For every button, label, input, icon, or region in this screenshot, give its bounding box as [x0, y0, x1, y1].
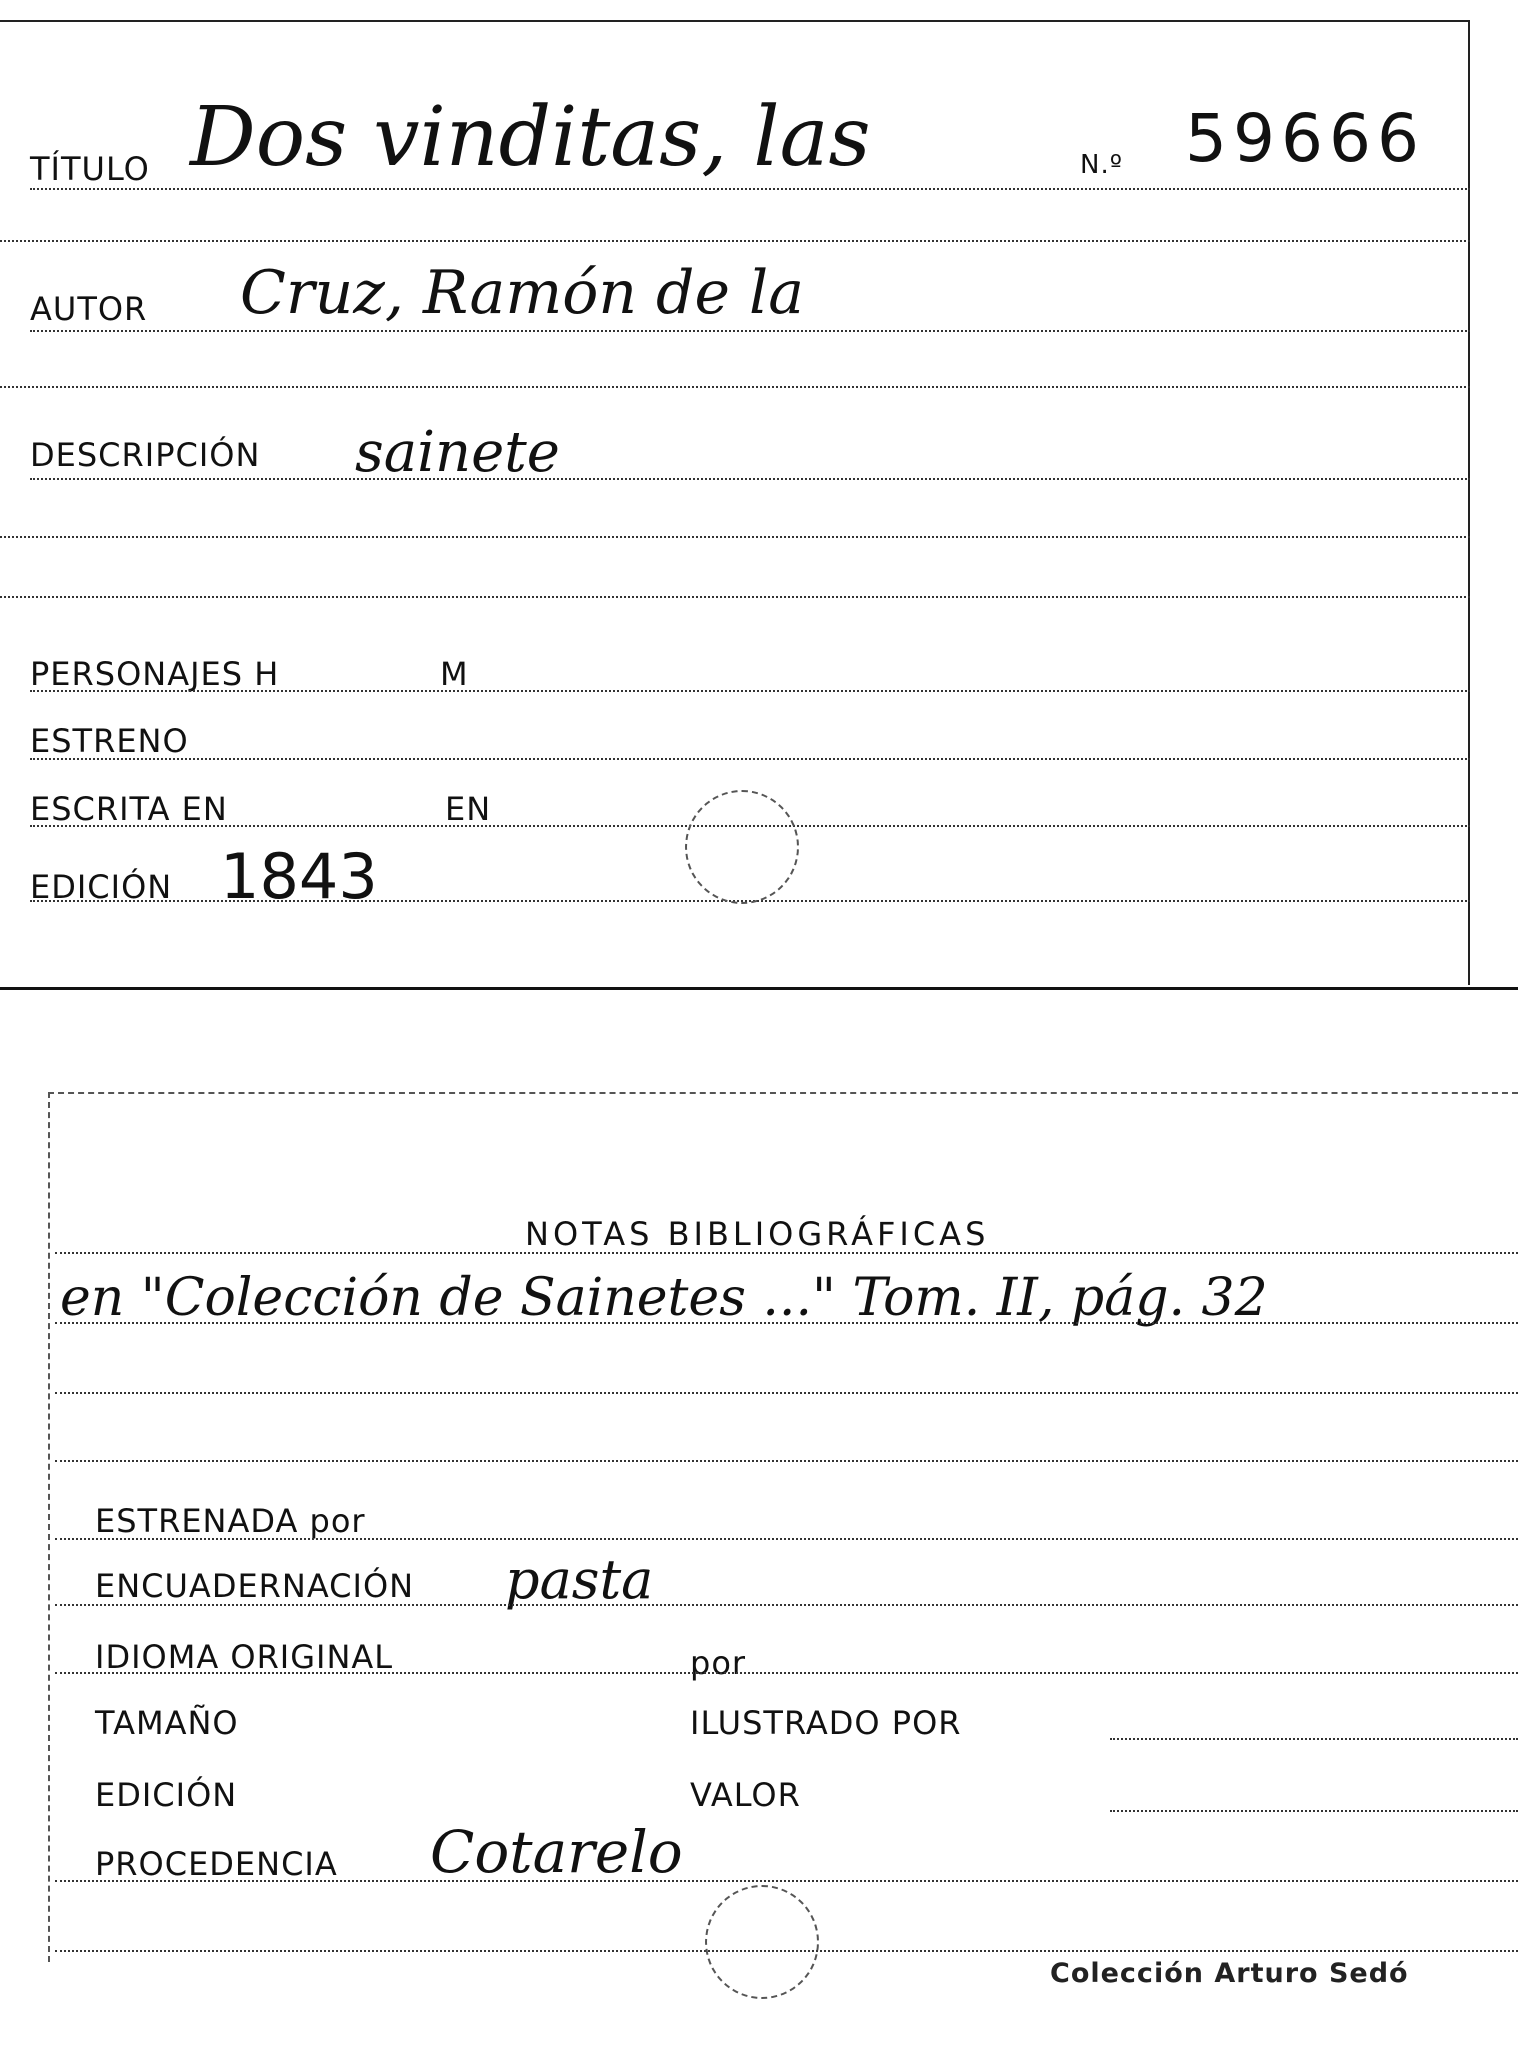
edicion-back-label: EDICIÓN	[95, 1776, 238, 1814]
notas-heading: NOTAS BIBLIOGRÁFICAS	[525, 1215, 990, 1253]
autor-label: AUTOR	[30, 290, 148, 328]
ruled-line	[0, 536, 1470, 538]
escrita-label: ESCRITA EN	[30, 790, 228, 828]
ruled-line	[55, 1460, 1518, 1462]
escrita-en-label: EN	[445, 790, 492, 828]
procedencia-label: PROCEDENCIA	[95, 1845, 338, 1883]
numero-value: 59666	[1185, 100, 1425, 177]
personajes-m-label: M	[440, 655, 469, 693]
valor-line	[1110, 1810, 1518, 1812]
notas-value: en "Colección de Sainetes ..." Tom. II, pág. 32	[60, 1268, 1268, 1328]
encuadernacion-value: pasta	[505, 1548, 654, 1611]
idioma-por-label: por	[690, 1644, 747, 1682]
estreno-label: ESTRENO	[30, 722, 189, 760]
personajes-line	[30, 690, 1470, 692]
autor-line	[30, 330, 1470, 332]
encuadernacion-line	[55, 1604, 1518, 1606]
estrenada-label: ESTRENADA por	[95, 1502, 366, 1540]
autor-value: Cruz, Ramón de la	[240, 258, 804, 328]
edicion-value: 1843	[220, 840, 378, 913]
descripcion-label: DESCRIPCIÓN	[30, 436, 261, 474]
descripcion-line	[30, 478, 1470, 480]
procedencia-line	[55, 1880, 1518, 1882]
personajes-label: PERSONAJES H	[30, 655, 280, 693]
procedencia-value: Cotarelo	[430, 1818, 683, 1886]
tamano-label: TAMAÑO	[95, 1704, 239, 1742]
idioma-label: IDIOMA ORIGINAL	[95, 1638, 394, 1676]
descripcion-value: sainete	[355, 420, 560, 485]
notas-line	[55, 1252, 1518, 1254]
collection-stamp: Colección Arturo Sedó	[1050, 1958, 1409, 1989]
ruled-line	[0, 386, 1470, 388]
titulo-label: TÍTULO	[30, 150, 150, 188]
numero-label: N.º	[1080, 150, 1123, 180]
valor-label: VALOR	[690, 1776, 801, 1814]
ruled-line	[55, 1392, 1518, 1394]
titulo-line	[30, 188, 1470, 190]
ruled-line	[0, 596, 1470, 598]
ilustrado-label: ILUSTRADO POR	[690, 1704, 962, 1742]
idioma-line	[55, 1672, 1518, 1674]
ilustrado-line	[1110, 1738, 1518, 1740]
ruled-line	[55, 1322, 1518, 1324]
estreno-line	[30, 758, 1470, 760]
ruled-line	[0, 240, 1470, 242]
punch-hole	[705, 1885, 819, 1999]
encuadernacion-label: ENCUADERNACIÓN	[95, 1567, 415, 1605]
estrenada-line	[55, 1538, 1518, 1540]
edicion-label: EDICIÓN	[30, 868, 173, 906]
card-separator-line	[0, 987, 1518, 990]
punch-hole	[685, 790, 799, 904]
titulo-value: Dos vinditas, las	[190, 90, 871, 185]
